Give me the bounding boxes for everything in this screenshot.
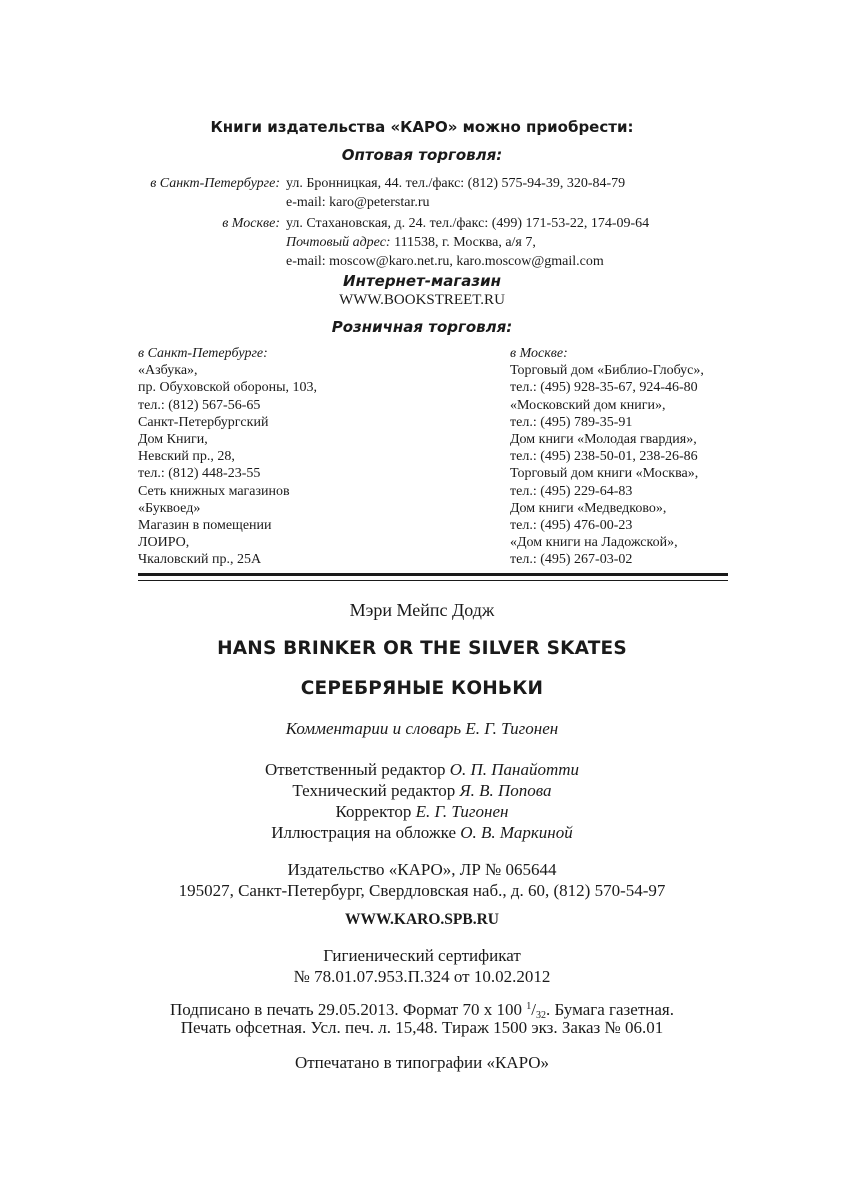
retail-heading: Розничная торговля:	[331, 318, 513, 336]
credit-name: Е. Г. Тигонен	[415, 802, 509, 821]
retail-spb-line: «Азбука»,	[138, 363, 198, 379]
publisher-address: 195027, Санкт-Петербург, Свердловская наб., д. 60, (812) 570-54-97	[178, 881, 666, 900]
credit-name: О. В. Маркиной	[460, 823, 573, 842]
wholesale-heading: Оптовая торговля:	[341, 146, 503, 164]
printed-at-line: Отпечатано в типографии «КАРО»	[294, 1053, 550, 1072]
retail-moscow-line: «Московский дом книги»,	[510, 397, 666, 413]
credit-line	[0, 822, 844, 843]
credit-name: О. П. Панайотти	[449, 760, 580, 779]
retail-moscow-line: тел.: (495) 928-35-67, 924-46-80	[510, 380, 698, 396]
retail-spb-line: тел.: (812) 448-23-55	[138, 466, 261, 482]
wholesale-spb-city: в Санкт-Петербурге:	[150, 176, 280, 191]
retail-moscow-line: Торговый дом «Библио-Глобус»,	[510, 363, 704, 379]
wholesale-moscow	[60, 214, 780, 271]
retail-spb-line: Магазин в помещении	[138, 518, 272, 534]
format-fraction-slash: /	[531, 1000, 536, 1019]
retail-moscow-line: тел.: (495) 238-50-01, 238-26-86	[510, 449, 698, 465]
print-details-line: Печать офсетная. Усл. печ. л. 15,48. Тираж 1500 экз. Заказ № 06.01	[180, 1018, 664, 1037]
publisher-line: Издательство «КАРО», ЛР № 065644	[287, 860, 557, 879]
retail-spb-column	[138, 345, 468, 569]
retail-moscow-line: Дом книги «Молодая гвардия»,	[510, 432, 697, 448]
format-fraction-num: 1	[526, 1001, 532, 1012]
credit-line	[0, 759, 844, 780]
retail-moscow-line: тел.: (495) 229-64-83	[510, 483, 633, 499]
wholesale-moscow-address: ул. Стахановская, д. 24. тел./факс: (499) 171-53-22, 174-09-64	[286, 216, 650, 231]
wholesale-spb-email: e-mail: karo@peterstar.ru	[286, 195, 430, 210]
retail-moscow-line: тел.: (495) 789-35-91	[510, 414, 633, 430]
retail-spb-line: Сеть книжных магазинов	[138, 483, 290, 499]
credit-line	[0, 801, 844, 822]
retail-spb-line: Санкт-Петербургский	[138, 414, 269, 430]
wholesale-spb-address: ул. Бронницкая, 44. тел./факс: (812) 575-94-39, 320-84-79	[286, 176, 626, 191]
book-title-ru: СЕРЕБРЯНЫЕ КОНЬКИ	[300, 678, 544, 699]
retail-moscow-line: Торговый дом книги «Москва»,	[510, 466, 699, 482]
book-author: Мэри Мейпс Додж	[349, 600, 495, 620]
wholesale-spb	[60, 174, 780, 212]
postal-label: Почтовый адрес:	[286, 235, 391, 250]
retail-moscow-line: тел.: (495) 476-00-23	[510, 518, 633, 534]
retail-spb-city: в Санкт-Петербурге:	[138, 346, 268, 361]
internet-shop-url: WWW.BOOKSTREET.RU	[339, 292, 505, 308]
wholesale-moscow-postal	[286, 233, 780, 252]
credit-name: Я. В. Попова	[459, 781, 552, 800]
print-paper-text: . Бумага газетная.	[545, 1000, 674, 1019]
credit-line	[0, 780, 844, 801]
retail-moscow-line: тел.: (495) 267-03-02	[510, 552, 633, 568]
print-signed-text: Подписано в печать 29.05.2013. Формат 70 х 100	[170, 1000, 527, 1019]
retail-spb-line: пр. Обуховской обороны, 103,	[138, 380, 318, 396]
retail-moscow-city: в Москве:	[510, 346, 568, 361]
credit-role: Иллюстрация на обложке	[271, 823, 457, 842]
wholesale-moscow-city: в Москве:	[222, 216, 280, 231]
retail-moscow-line: Дом книги «Медведково»,	[510, 500, 667, 516]
retail-spb-line: Невский пр., 28,	[138, 449, 235, 465]
retail-spb-line: Чкаловский пр., 25А	[138, 552, 262, 568]
postal-value: 111538, г. Москва, а/я 7,	[394, 235, 536, 250]
retail-moscow-column	[510, 345, 750, 569]
retail-spb-line: Дом Книги,	[138, 432, 208, 448]
certificate-number: № 78.01.07.953.П.324 от 10.02.2012	[293, 967, 551, 986]
divider-thick	[138, 573, 728, 576]
format-fraction-den: 32	[535, 1010, 546, 1021]
publisher-site: WWW.KARO.SPB.RU	[344, 911, 500, 928]
commentary-line: Комментарии и словарь Е. Г. Тигонен	[285, 719, 559, 738]
internet-shop-heading: Интернет-магазин	[343, 272, 501, 290]
retail-spb-line: ЛОИРО,	[138, 535, 190, 551]
retail-spb-line: «Буквоед»	[138, 500, 201, 516]
purchase-heading: Книги издательства «КАРО» можно приобрести:	[210, 118, 634, 136]
credit-role: Корректор	[335, 802, 412, 821]
retail-spb-line: тел.: (812) 567-56-65	[138, 397, 261, 413]
book-title-en: HANS BRINKER OR THE SILVER SKATES	[217, 638, 627, 659]
wholesale-moscow-email: e-mail: moscow@karo.net.ru, karo.moscow@gmail.com	[286, 254, 604, 269]
retail-moscow-line: «Дом книги на Ладожской»,	[510, 535, 678, 551]
credit-role: Технический редактор	[292, 781, 456, 800]
certificate-title: Гигиенический сертификат	[323, 946, 521, 965]
credit-role: Ответственный редактор	[264, 760, 446, 779]
divider-thin	[138, 580, 728, 581]
